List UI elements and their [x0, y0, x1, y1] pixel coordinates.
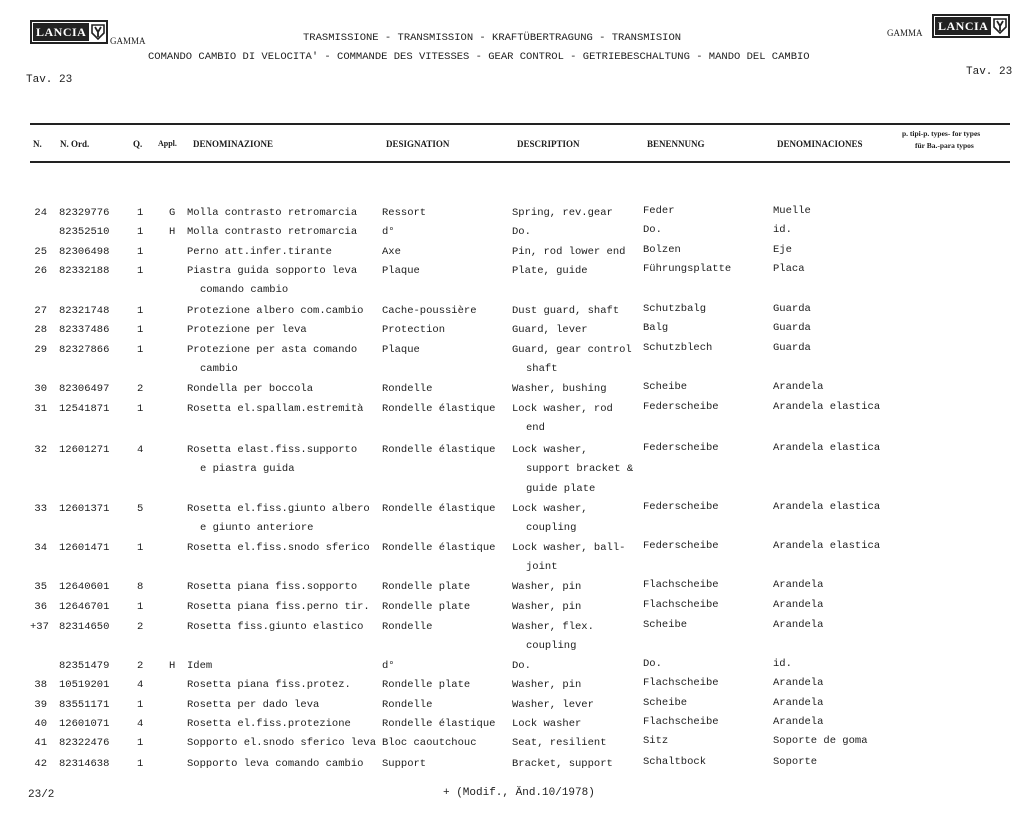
- order-number: 82332188: [59, 265, 110, 277]
- row-number: 24: [34, 207, 47, 219]
- denominazione: Perno att.infer.tirante: [187, 246, 332, 258]
- denominaciones: Arandela: [773, 599, 824, 611]
- col-appl: Appl.: [158, 139, 177, 148]
- denominaciones: Guarda: [773, 342, 811, 354]
- col-benennung: BENENNUNG: [647, 139, 705, 149]
- designation: Plaque: [382, 265, 420, 277]
- description: Guard, lever: [512, 324, 588, 336]
- application: H: [169, 226, 176, 238]
- benennung: Flachscheibe: [643, 599, 719, 611]
- description: Washer, bushing: [512, 383, 607, 395]
- quantity: 4: [137, 718, 144, 730]
- designation: Rondelle élastique: [382, 542, 496, 554]
- row-number: 31: [34, 403, 47, 415]
- description: Lock washer: [512, 718, 582, 730]
- row-number: 41: [34, 737, 47, 749]
- benennung: Flachscheibe: [643, 677, 719, 689]
- denominazione: Rosetta piana fiss.sopporto: [187, 581, 358, 593]
- denominaciones: Arandela: [773, 619, 824, 631]
- quantity: 1: [137, 265, 144, 277]
- tav-right: Tav. 23: [966, 66, 1013, 78]
- designation: Plaque: [382, 344, 420, 356]
- lancia-logo-left: [30, 20, 108, 44]
- description: Spring, rev.gear: [512, 207, 613, 219]
- row-number: 30: [34, 383, 47, 395]
- lancia-logo-right: [932, 14, 1010, 38]
- denominazione-cont: e piastra guida: [200, 463, 295, 475]
- description: Seat, resilient: [512, 737, 607, 749]
- lancia-shield-icon: [992, 17, 1008, 35]
- denominazione: Rosetta piana fiss.protez.: [187, 679, 351, 691]
- row-number: 36: [34, 601, 47, 613]
- order-number: 82314638: [59, 758, 110, 770]
- order-number: 82306497: [59, 383, 110, 395]
- order-number: 12601471: [59, 542, 110, 554]
- title-line-1: TRASMISSIONE - TRANSMISSION - KRAFTÜBERTRAGUNG - TRANSMISION: [303, 32, 682, 44]
- designation: d°: [382, 226, 395, 238]
- benennung: Bolzen: [643, 244, 681, 256]
- logo-text: LANCIA: [935, 17, 991, 35]
- designation: Rondelle: [382, 383, 433, 395]
- designation: Protection: [382, 324, 446, 336]
- description: Guard, gear control: [512, 344, 632, 356]
- designation: Rondelle plate: [382, 601, 471, 613]
- denominaciones: Arandela: [773, 381, 824, 393]
- description: Washer, pin: [512, 601, 582, 613]
- quantity: 1: [137, 226, 144, 238]
- denominaciones: Arandela elastica: [773, 442, 881, 454]
- order-number: 82322476: [59, 737, 110, 749]
- description: Lock washer, rod: [512, 403, 613, 415]
- denominaciones: Guarda: [773, 303, 811, 315]
- denominazione: Protezione per asta comando: [187, 344, 358, 356]
- description: Washer, flex.: [512, 621, 594, 633]
- denominazione: Protezione per leva: [187, 324, 307, 336]
- col-types-2: für Ba.-para typos: [915, 141, 974, 150]
- quantity: 1: [137, 758, 144, 770]
- order-number: 10519201: [59, 679, 110, 691]
- designation: Rondelle plate: [382, 581, 471, 593]
- benennung: Scheibe: [643, 697, 688, 709]
- row-number: 28: [34, 324, 47, 336]
- benennung: Federscheibe: [643, 442, 719, 454]
- quantity: 1: [137, 246, 144, 258]
- row-number: 38: [34, 679, 47, 691]
- description: Lock washer,: [512, 444, 588, 456]
- denominazione: Rondella per boccola: [187, 383, 314, 395]
- designation: Rondelle élastique: [382, 403, 496, 415]
- denominazione: Rosetta el.fiss.protezione: [187, 718, 351, 730]
- designation: Rondelle élastique: [382, 503, 496, 515]
- quantity: 1: [137, 324, 144, 336]
- row-number: 25: [34, 246, 47, 258]
- designation: Rondelle plate: [382, 679, 471, 691]
- designation: Axe: [382, 246, 401, 258]
- row-number: 26: [34, 265, 47, 277]
- benennung: Schutzblech: [643, 342, 713, 354]
- denominazione: Rosetta piana fiss.perno tir.: [187, 601, 370, 613]
- quantity: 1: [137, 207, 144, 219]
- denominaciones: Arandela: [773, 579, 824, 591]
- benennung: Flachscheibe: [643, 579, 719, 591]
- description-cont: coupling: [526, 522, 577, 534]
- order-number: 12601371: [59, 503, 110, 515]
- denominazione-cont: cambio: [200, 363, 238, 375]
- description: Do.: [512, 660, 531, 672]
- order-number: 83551171: [59, 699, 110, 711]
- benennung: Feder: [643, 205, 675, 217]
- benennung: Schutzbalg: [643, 303, 707, 315]
- denominaciones: Arandela: [773, 697, 824, 709]
- denominazione: Piastra guida sopporto leva: [187, 265, 358, 277]
- denominaciones: Soporte: [773, 756, 818, 768]
- quantity: 4: [137, 679, 144, 691]
- description: Plate, guide: [512, 265, 588, 277]
- col-description: DESCRIPTION: [517, 139, 580, 149]
- description: Dust guard, shaft: [512, 305, 620, 317]
- header-top-rule: [30, 123, 1010, 125]
- lancia-shield-icon: [90, 23, 106, 41]
- quantity: 1: [137, 542, 144, 554]
- description: Washer, pin: [512, 679, 582, 691]
- order-number: 82321748: [59, 305, 110, 317]
- title-line-2: COMANDO CAMBIO DI VELOCITA' - COMMANDE DES VITESSES - GEAR CONTROL - GETRIEBESCHALTUNG - MANDO DEL CAMBIO: [148, 51, 810, 63]
- quantity: 1: [137, 403, 144, 415]
- col-n: N.: [33, 139, 42, 149]
- benennung: Sitz: [643, 735, 669, 747]
- order-number: 82306498: [59, 246, 110, 258]
- denominazione: Sopporto leva comando cambio: [187, 758, 364, 770]
- col-denominazione: DENOMINAZIONE: [193, 139, 274, 149]
- order-number: 82337486: [59, 324, 110, 336]
- designation: d°: [382, 660, 395, 672]
- row-number: 42: [34, 758, 47, 770]
- description-cont: end: [526, 422, 545, 434]
- benennung: Schaltbock: [643, 756, 707, 768]
- denominazione: Idem: [187, 660, 213, 672]
- benennung: Do.: [643, 658, 662, 670]
- header-bottom-rule: [30, 161, 1010, 163]
- quantity: 2: [137, 621, 144, 633]
- denominaciones: id.: [773, 224, 792, 236]
- description: Do.: [512, 226, 531, 238]
- denominaciones: Arandela elastica: [773, 501, 881, 513]
- denominaciones: Soporte de goma: [773, 735, 868, 747]
- gamma-label-left: GAMMA: [110, 36, 146, 46]
- quantity: 1: [137, 737, 144, 749]
- quantity: 4: [137, 444, 144, 456]
- description: Washer, lever: [512, 699, 594, 711]
- designation: Ressort: [382, 207, 427, 219]
- order-number: 82329776: [59, 207, 110, 219]
- col-q: Q.: [133, 139, 143, 149]
- quantity: 8: [137, 581, 144, 593]
- quantity: 1: [137, 305, 144, 317]
- benennung: Scheibe: [643, 381, 688, 393]
- denominazione: Protezione albero com.cambio: [187, 305, 364, 317]
- description: Washer, pin: [512, 581, 582, 593]
- logo-text: LANCIA: [33, 23, 89, 41]
- denominazione: Rosetta el.fiss.snodo sferico: [187, 542, 370, 554]
- row-number: 40: [34, 718, 47, 730]
- designation: Rondelle: [382, 699, 433, 711]
- gamma-label-right: GAMMA: [887, 28, 923, 38]
- row-number: +37: [30, 621, 49, 633]
- denominaciones: Arandela: [773, 677, 824, 689]
- row-number: 39: [34, 699, 47, 711]
- order-number: 12601071: [59, 718, 110, 730]
- benennung: Scheibe: [643, 619, 688, 631]
- quantity: 2: [137, 660, 144, 672]
- benennung: Do.: [643, 224, 662, 236]
- denominazione: Rosetta per dado leva: [187, 699, 320, 711]
- description: Bracket, support: [512, 758, 613, 770]
- designation: Rondelle élastique: [382, 444, 496, 456]
- denominaciones: Arandela elastica: [773, 401, 881, 413]
- row-number: 32: [34, 444, 47, 456]
- col-denominaciones: DENOMINACIONES: [777, 139, 863, 149]
- denominazione-cont: comando cambio: [200, 284, 289, 296]
- application: H: [169, 660, 176, 672]
- description: Lock washer,: [512, 503, 588, 515]
- benennung: Führungsplatte: [643, 263, 732, 275]
- designation: Rondelle: [382, 621, 433, 633]
- row-number: 35: [34, 581, 47, 593]
- description-cont: joint: [526, 561, 558, 573]
- order-number: 12646701: [59, 601, 110, 613]
- denominaciones: Arandela: [773, 716, 824, 728]
- denominaciones: Guarda: [773, 322, 811, 334]
- quantity: 1: [137, 601, 144, 613]
- row-number: 34: [34, 542, 47, 554]
- denominaciones: Placa: [773, 263, 805, 275]
- quantity: 1: [137, 699, 144, 711]
- designation: Cache-poussière: [382, 305, 477, 317]
- row-number: 27: [34, 305, 47, 317]
- denominazione: Rosetta el.spallam.estremità: [187, 403, 364, 415]
- order-number: 82351479: [59, 660, 110, 672]
- quantity: 1: [137, 344, 144, 356]
- col-designation: DESIGNATION: [386, 139, 450, 149]
- description: Pin, rod lower end: [512, 246, 626, 258]
- quantity: 2: [137, 383, 144, 395]
- row-number: 33: [34, 503, 47, 515]
- denominazione: Sopporto el.snodo sferico leva: [187, 737, 377, 749]
- description-cont: guide plate: [526, 483, 596, 495]
- benennung: Federscheibe: [643, 540, 719, 552]
- order-number: 12541871: [59, 403, 110, 415]
- order-number: 82327866: [59, 344, 110, 356]
- denominaciones: id.: [773, 658, 792, 670]
- row-number: 29: [34, 344, 47, 356]
- denominazione: Rosetta fiss.giunto elastico: [187, 621, 364, 633]
- description-cont: shaft: [526, 363, 558, 375]
- benennung: Federscheibe: [643, 401, 719, 413]
- order-number: 82314650: [59, 621, 110, 633]
- denominaciones: Muelle: [773, 205, 811, 217]
- benennung: Federscheibe: [643, 501, 719, 513]
- order-number: 12640601: [59, 581, 110, 593]
- order-number: 12601271: [59, 444, 110, 456]
- denominazione: Rosetta el.fiss.giunto albero: [187, 503, 370, 515]
- designation: Support: [382, 758, 427, 770]
- denominazione: Rosetta elast.fiss.supporto: [187, 444, 358, 456]
- application: G: [169, 207, 176, 219]
- description-cont: support bracket &: [526, 463, 634, 475]
- denominaciones: Eje: [773, 244, 792, 256]
- col-types-1: p. tipi-p. types- for types: [902, 129, 981, 138]
- designation: Bloc caoutchouc: [382, 737, 477, 749]
- denominaciones: Arandela elastica: [773, 540, 881, 552]
- denominazione: Molla contrasto retromarcia: [187, 207, 358, 219]
- benennung: Balg: [643, 322, 669, 334]
- denominazione-cont: e giunto anteriore: [200, 522, 314, 534]
- description: Lock washer, ball-: [512, 542, 626, 554]
- order-number: 82352510: [59, 226, 110, 238]
- page-number: 23/2: [28, 789, 55, 801]
- col-nord: N. Ord.: [60, 139, 90, 149]
- quantity: 5: [137, 503, 144, 515]
- description-cont: coupling: [526, 640, 577, 652]
- tav-left: Tav. 23: [26, 74, 73, 86]
- modification-note: + (Modif., Änd.10/1978): [443, 787, 595, 799]
- denominazione: Molla contrasto retromarcia: [187, 226, 358, 238]
- designation: Rondelle élastique: [382, 718, 496, 730]
- benennung: Flachscheibe: [643, 716, 719, 728]
